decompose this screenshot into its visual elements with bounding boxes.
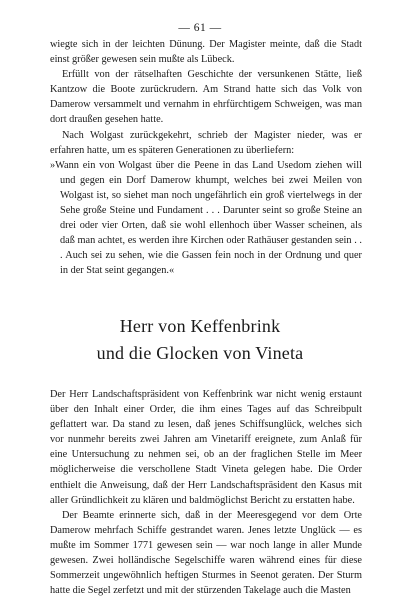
chapter-body: [50, 387, 362, 598]
paragraph: Der Herr Landschaftspräsident von Keffenbrink war nicht wenig erstaunt über den Inhalt einer Order, die ihm eines Tages auf das Schreibpult geflattert war. Da stand zu lesen, daß jenes Schiffsunglück, welches sich vor nunmehr bereits zwei Jahren am Vinetariff ereignete, zum Anlaß für eine Untersuchung zu nehmen sei, ob an der fraglichen Stelle im Meer möglicherweise die verschollene Stadt Vineta gelegen habe. Die Order enthielt die Anweisung, daß der Herr Landschaftspräsident den Kasus mit aller Gründlichkeit zu klären und baldmöglichst Bericht zu erstatten habe.: [50, 389, 362, 506]
chapter-title-line-1: Herr von Keffenbrink: [119, 316, 281, 336]
quotation-paragraph: »Wann ein von Wolgast über die Peene in das Land Usedom ziehen will und gegen ein Dorf Damerow khumpt, welches bei zwei Meilen von Wolgast ist, so siehet man noch ungefährlich ein groß viertelwegs in der Sehe große Steine und Fundament . . . Darunter seint so große Steine an drei oder vier Orten, daß sie wohl ellenhoch über Wasser scheinen, als daß man achtet, es werden ihre Kirchen oder Rathäuser gestanden sein . . . Auch sei zu sehen, wie die Gassen fein noch in der Ordnung und quer in der Stat seint gegangen.«: [50, 159, 362, 277]
preceding-text: [50, 37, 362, 279]
paragraph: wiegte sich in der leichten Dünung. Der Magister meinte, daß die Stadt einst größer gewesen sein mußte als Lübeck.: [50, 39, 362, 66]
chapter-title-line-2: und die Glocken von Vineta: [96, 343, 304, 363]
paragraph: Der Beamte erinnerte sich, daß in der Meeresgegend vor dem Orte Damerow mehrfach Schiffe gestrandet waren. Jenes letzte Unglück — es mußte im Sommer 1771 gewesen sein — war noch lange in aller Munde gewesen. Zwei holländische Segelschiffe waren während eines für diese Sommerzeit ungewöhnlich heftigen Sturmes in Seenot geraten. Der Sturm hatte die Segel zerfetzt und mit der stürzenden Takelage auch die Masten: [50, 509, 362, 597]
paragraph: Erfüllt von der rätselhaften Geschichte der versunkenen Stätte, ließ Kantzow die Boote zurückrudern. Am Strand hatte sich das Volk von Damerow versammelt und vernahm in ehrfürchtigem Schweigen, was man dort draußen gesehen hatte.: [50, 69, 362, 126]
paragraph: Nach Wolgast zurückgekehrt, schrieb der Magister nieder, was er erfahren hatte, um es späteren Generationen zu überliefern:: [50, 129, 362, 156]
page-number: — 61 —: [178, 22, 222, 34]
